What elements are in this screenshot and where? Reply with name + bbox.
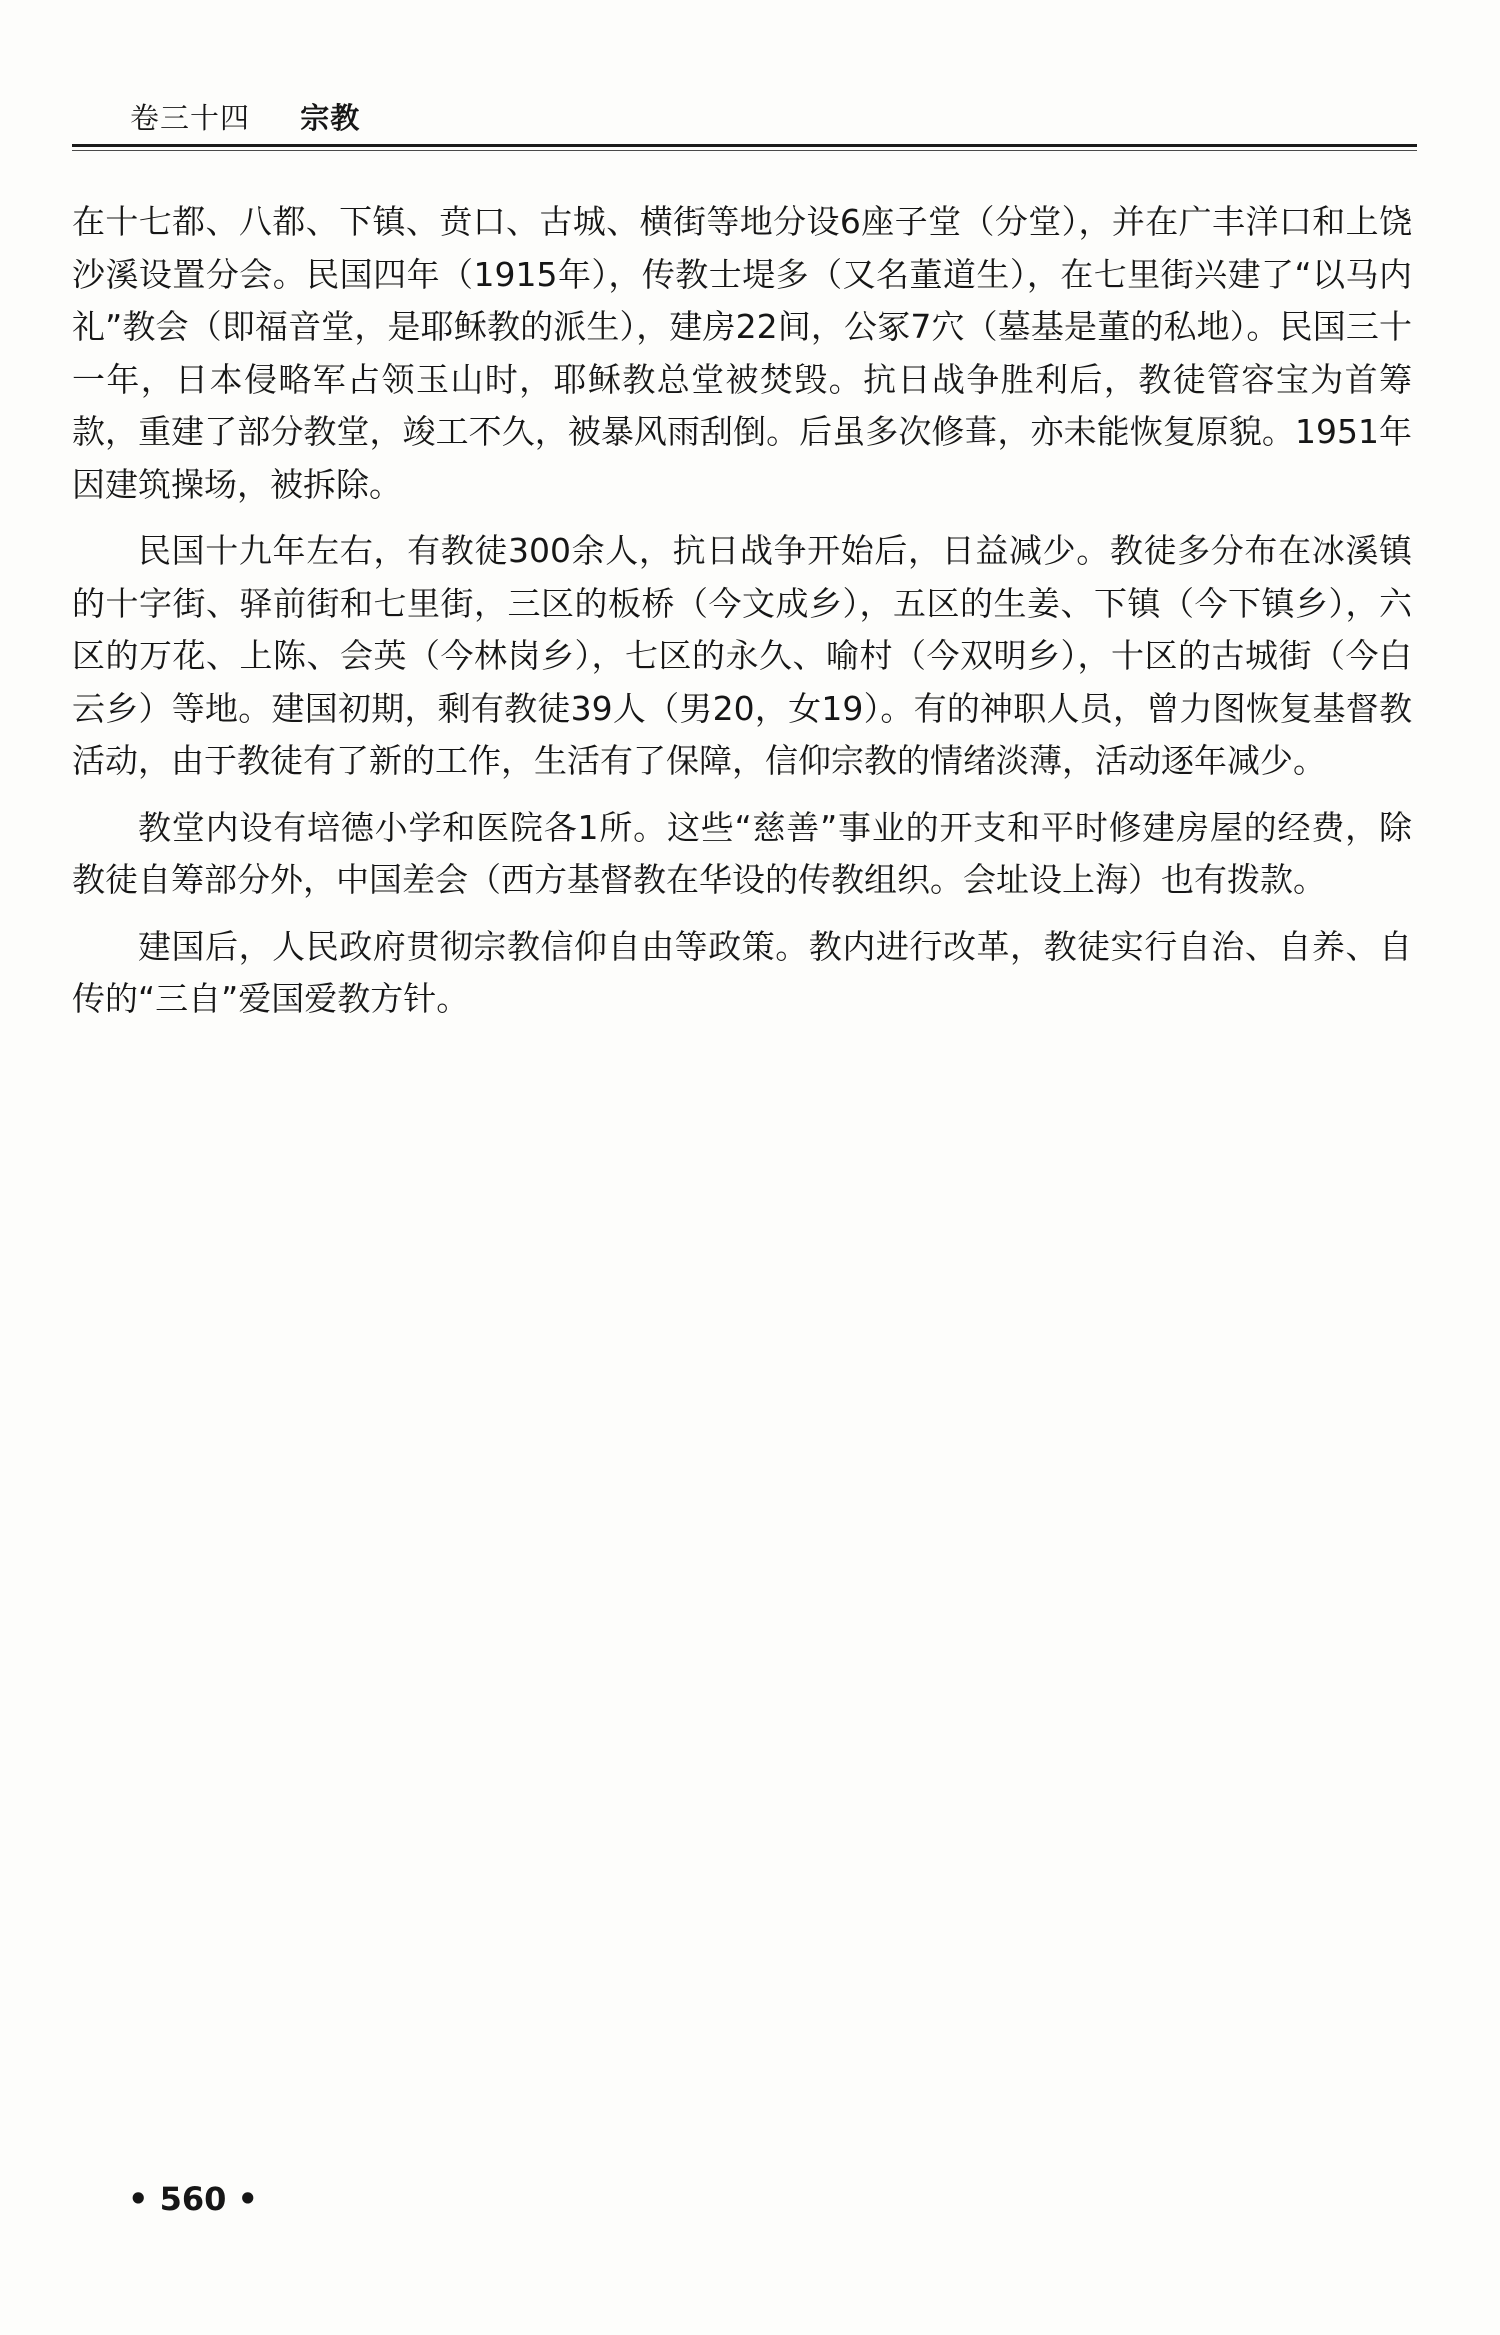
paragraph-4: 建国后，人民政府贯彻宗教信仰自由等政策。教内进行改革，教徒实行自治、自养、自传的“三自”爱国爱教方针。 <box>72 926 1412 1018</box>
section-title: 宗教 <box>300 101 361 135</box>
header-rule <box>72 144 1417 147</box>
volume-label: 卷三十四 <box>130 101 251 135</box>
running-header <box>130 96 360 137</box>
paragraph-2: 民国十九年左右，有教徒300余人，抗日战争开始后，日益减少。教徒多分布在冰溪镇的十字街、驿前街和七里街，三区的板桥（今文成乡），五区的生姜、下镇（今下镇乡），六区的万花、上陈、会英（今林岗乡），七区的永久、喻村（今双明乡），十区的古城街（今白云乡）等地。建国初期，剩有教徒39人（男20，女19）。有的神职人员，曾力图恢复基督教活动，由于教徒有了新的工作，生活有了保障，信仰宗教的情绪淡薄，活动逐年减少。 <box>72 531 1412 780</box>
header-rule-thin <box>72 150 1417 151</box>
page-number: • 560 • <box>128 2180 258 2218</box>
paragraph-3: 教堂内设有培德小学和医院各1所。这些“慈善”事业的开支和平时修建房屋的经费，除教徒自筹部分外，中国差会（西方基督教在华设的传教组织。会址设上海）也有拨款。 <box>72 807 1412 899</box>
body-text <box>72 196 1412 1040</box>
paragraph-1: 在十七都、八都、下镇、贲口、古城、横街等地分设6座子堂（分堂），并在广丰洋口和上饶沙溪设置分会。民国四年（1915年），传教士堤多（又名董道生），在七里街兴建了“以马内礼”教会（即福音堂，是耶稣教的派生），建房22间，公冢7穴（墓基是董的私地）。民国三十一年，日本侵略军占领玉山时，耶稣教总堂被焚毁。抗日战争胜利后，教徒管容宝为首筹款，重建了部分教堂，竣工不久，被暴风雨刮倒。后虽多次修葺，亦未能恢复原貌。1951年因建筑操场，被拆除。 <box>72 202 1412 504</box>
